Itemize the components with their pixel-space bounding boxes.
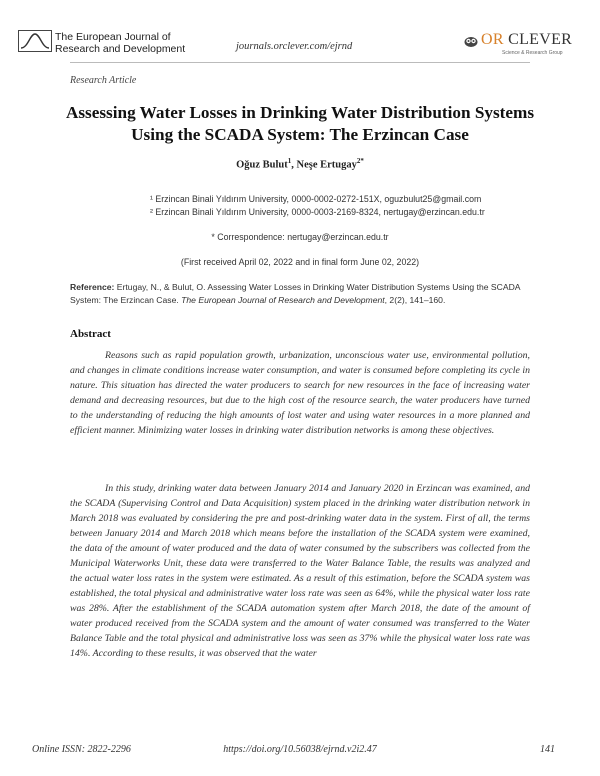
affiliation-2: ² Erzincan Binali Yıldırım University, 0000-0003-2169-8324, nertugay@erzincan.edu.tr: [150, 207, 485, 217]
brand-clever: CLEVER: [508, 31, 573, 48]
author-list: [0, 157, 600, 171]
journal-name-line1: The European Journal of: [55, 31, 171, 43]
journal-url[interactable]: journals.orclever.com/ejrnd: [236, 41, 353, 52]
author-1[interactable]: Oğuz Bulut: [236, 159, 288, 171]
author-separator: ,: [291, 159, 297, 171]
brand-name: [481, 31, 572, 49]
journal-logo[interactable]: [18, 30, 52, 52]
reference-text: Ertugay, N., & Bulut, O. Assessing Water Losses in Drinking Water Distribution Systems Using the SCADA System: The Erzincan Case.: [70, 282, 521, 305]
bell-curve-icon: [18, 30, 52, 52]
journal-name-line2: Research and Development: [55, 43, 186, 55]
reference-label: Reference:: [70, 282, 115, 292]
author-2-affil: 2*: [356, 157, 364, 165]
abstract-paragraph-1: Reasons such as rapid population growth, urbanization, unconscious water use, environmental pollution, and changes in climate conditions increase water consumption, and water is consumed before completing its cycle in nature. This situation has directed the water producers to search for new resources in the face of increasing water demand and decreasing resources, but due to the high cost of the resource search, the water producers have turned to the understanding of reducing the high amounts of lost water and using water resources in a more planned and efficient manner. Minimizing water losses in drinking water distribution networks is among these objectives.: [70, 350, 530, 436]
author-1-affil: 1: [287, 157, 292, 165]
abstract-heading: Abstract: [70, 328, 111, 340]
footer-issn: Online ISSN: 2822-2296: [32, 744, 131, 755]
brand-tagline: Science & Research Group: [502, 50, 563, 56]
page-number: 141: [540, 744, 555, 755]
correspondence: * Correspondence: nertugay@erzincan.edu.tr: [211, 232, 389, 242]
header-divider: [70, 62, 530, 63]
author-2[interactable]: Neşe Ertugay: [296, 159, 357, 171]
owl-icon: [464, 35, 478, 47]
reference-journal: The European Journal of Research and Development: [181, 294, 385, 305]
affiliations: [150, 193, 550, 219]
affiliation-1: ¹ Erzincan Binali Yıldırım University, 0000-0002-0272-151X, oguzbulut25@gmail.com: [150, 194, 482, 204]
abstract-paragraph-2: In this study, drinking water data between January 2014 and January 2020 in Erzincan was examined, and the SCADA (Supervising Control and Data Acquisition) system placed in the drinking water distribution network in March 2018 was evaluated by considering the pre and post-drinking water data in the system. First of all, the terms between January 2014 and March 2018 which means before the installation of the SCADA system were examined, the data of the amount of water produced and the data of water consumed by the subscribers was collected from the Municipal Waterworks Unit, these data were transferred to the Water Balance Table, the results was analyzed and the actual water loss rates in the system were estimated. As a result of this estimation, before the SCADA system was established, the total physical and administrative water loss rate was seen as 64%, while the physical water loss rate was 28%. After the establishment of the SCADA automation system after March 2018, the date of the amount of water produced received from the SCADA system and the amount of water consumed was transferred to the Water Balance Table and the total physical and administrative loss was seen as 37% while the physical water loss rate was 14%. According to these results, it was observed that the water: [70, 483, 530, 659]
reference-tail: , 2(2), 141–160.: [384, 294, 446, 305]
footer-doi[interactable]: https://doi.org/10.56038/ejrnd.v2i2.47: [223, 744, 377, 755]
article-type: Research Article: [70, 75, 137, 86]
received-dates: (First received April 02, 2022 and in final form June 02, 2022): [180, 257, 420, 267]
article-title: Assessing Water Losses in Drinking Water Distribution Systems Using the SCADA System: The Erzincan Case: [65, 103, 535, 144]
journal-name: [55, 31, 185, 55]
citation-reference: [70, 281, 530, 306]
brand-or: OR: [481, 31, 504, 48]
